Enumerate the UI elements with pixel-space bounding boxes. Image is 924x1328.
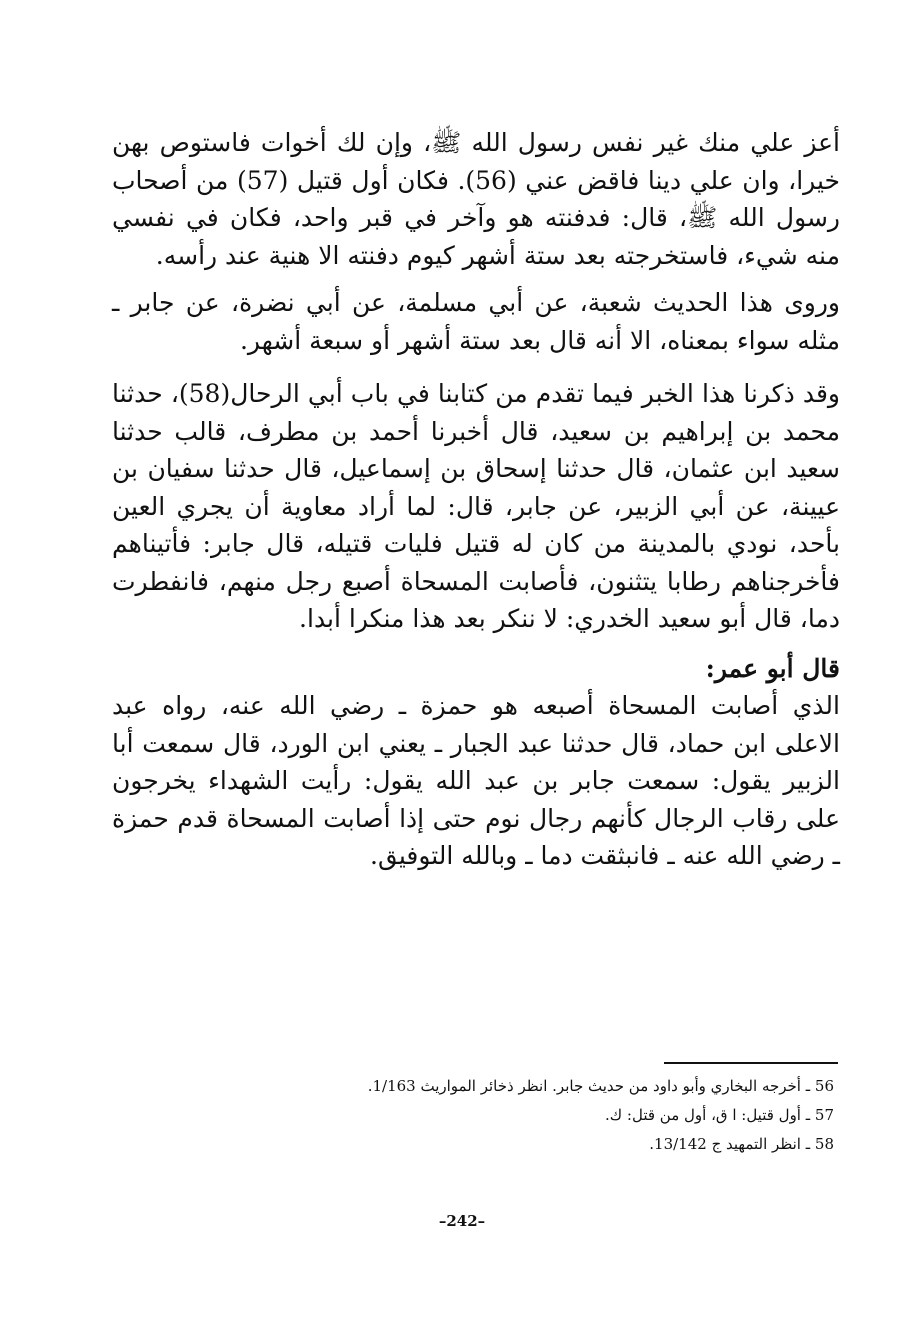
footnote-divider [664,1062,838,1064]
footnote-58: 58 ـ انظر التمهيد ج 13/142. [649,1135,834,1153]
main-text [112,124,840,875]
page-number: –242– [438,1212,486,1230]
footnotes [112,1072,834,1159]
paragraph-3: وقد ذكرنا هذا الخبر فيما تقدم من كتابنا في باب أبي الرحال(58)، حدثنا محمد بن إبراهيم بن سعيد، قال أخبرنا أحمد بن مطرف، قالب حدثنا سعيد ابن عثمان، قال حدثنا إسحاق بن إسماعيل، قال حدثنا سفيان بن عيينة، عن أبي الزبير، عن جابر، قال: لما أراد معاوية أن يجري العين بأحد، نودي بالمدينة من كان له قتيل فليات قتيله، قال جابر: فأتيناهم فأخرجناهم رطابا يتثنون، فأصابت المسحاة أصبع رجل منهم، فانفطرت دما، قال أبو سعيد الخدري: لا ننكر بعد هذا منكرا أبدا. [112,379,840,633]
footnote-57: 57 ـ أول قتيل: ا ق، أول من قتل: ك. [605,1106,834,1124]
closing-paragraph: الذي أصابت المسحاة أصبعه هو حمزة ـ رضي الله عنه، رواه عبد الاعلى ابن حماد، قال حدثنا عبد الجبار ـ يعني ابن الورد، قال سمعت أبا الزبير يقول: سمعت جابر بن عبد الله يقول: رأيت الشهداء يخرجون على رقاب الرجال كأنهم رجال نوم حتى إذا أصابت المسحاة قدم حمزة ـ رضي الله عنه ـ فانبثقت دما ـ وبالله التوفيق. [112,691,840,870]
section-heading: قال أبو عمر: [705,653,840,683]
footnote-56: 56 ـ أخرجه البخاري وأبو داود من حديث جابر. انظر ذخائر المواريث 1/163. [367,1077,834,1095]
paragraph-1: أعز علي منك غير نفس رسول الله ﷺ، وإن لك أخوات فاستوص بهن خيرا، وان علي دينا فاقض عني (56). فكان أول قتيل (57) من أصحاب رسول الله ﷺ، قال: فدفنته هو وآخر في قبر واحد، فكان في نفسي منه شيء، فاستخرجته بعد ستة أشهر كيوم دفنته الا هنية عند رأسه. [112,128,840,270]
paragraph-2: وروى هذا الحديث شعبة، عن أبي مسلمة، عن أبي نضرة، عن جابر ـ مثله سواء بمعناه، الا أنه قال بعد ستة أشهر أو سبعة أشهر. [112,288,840,355]
